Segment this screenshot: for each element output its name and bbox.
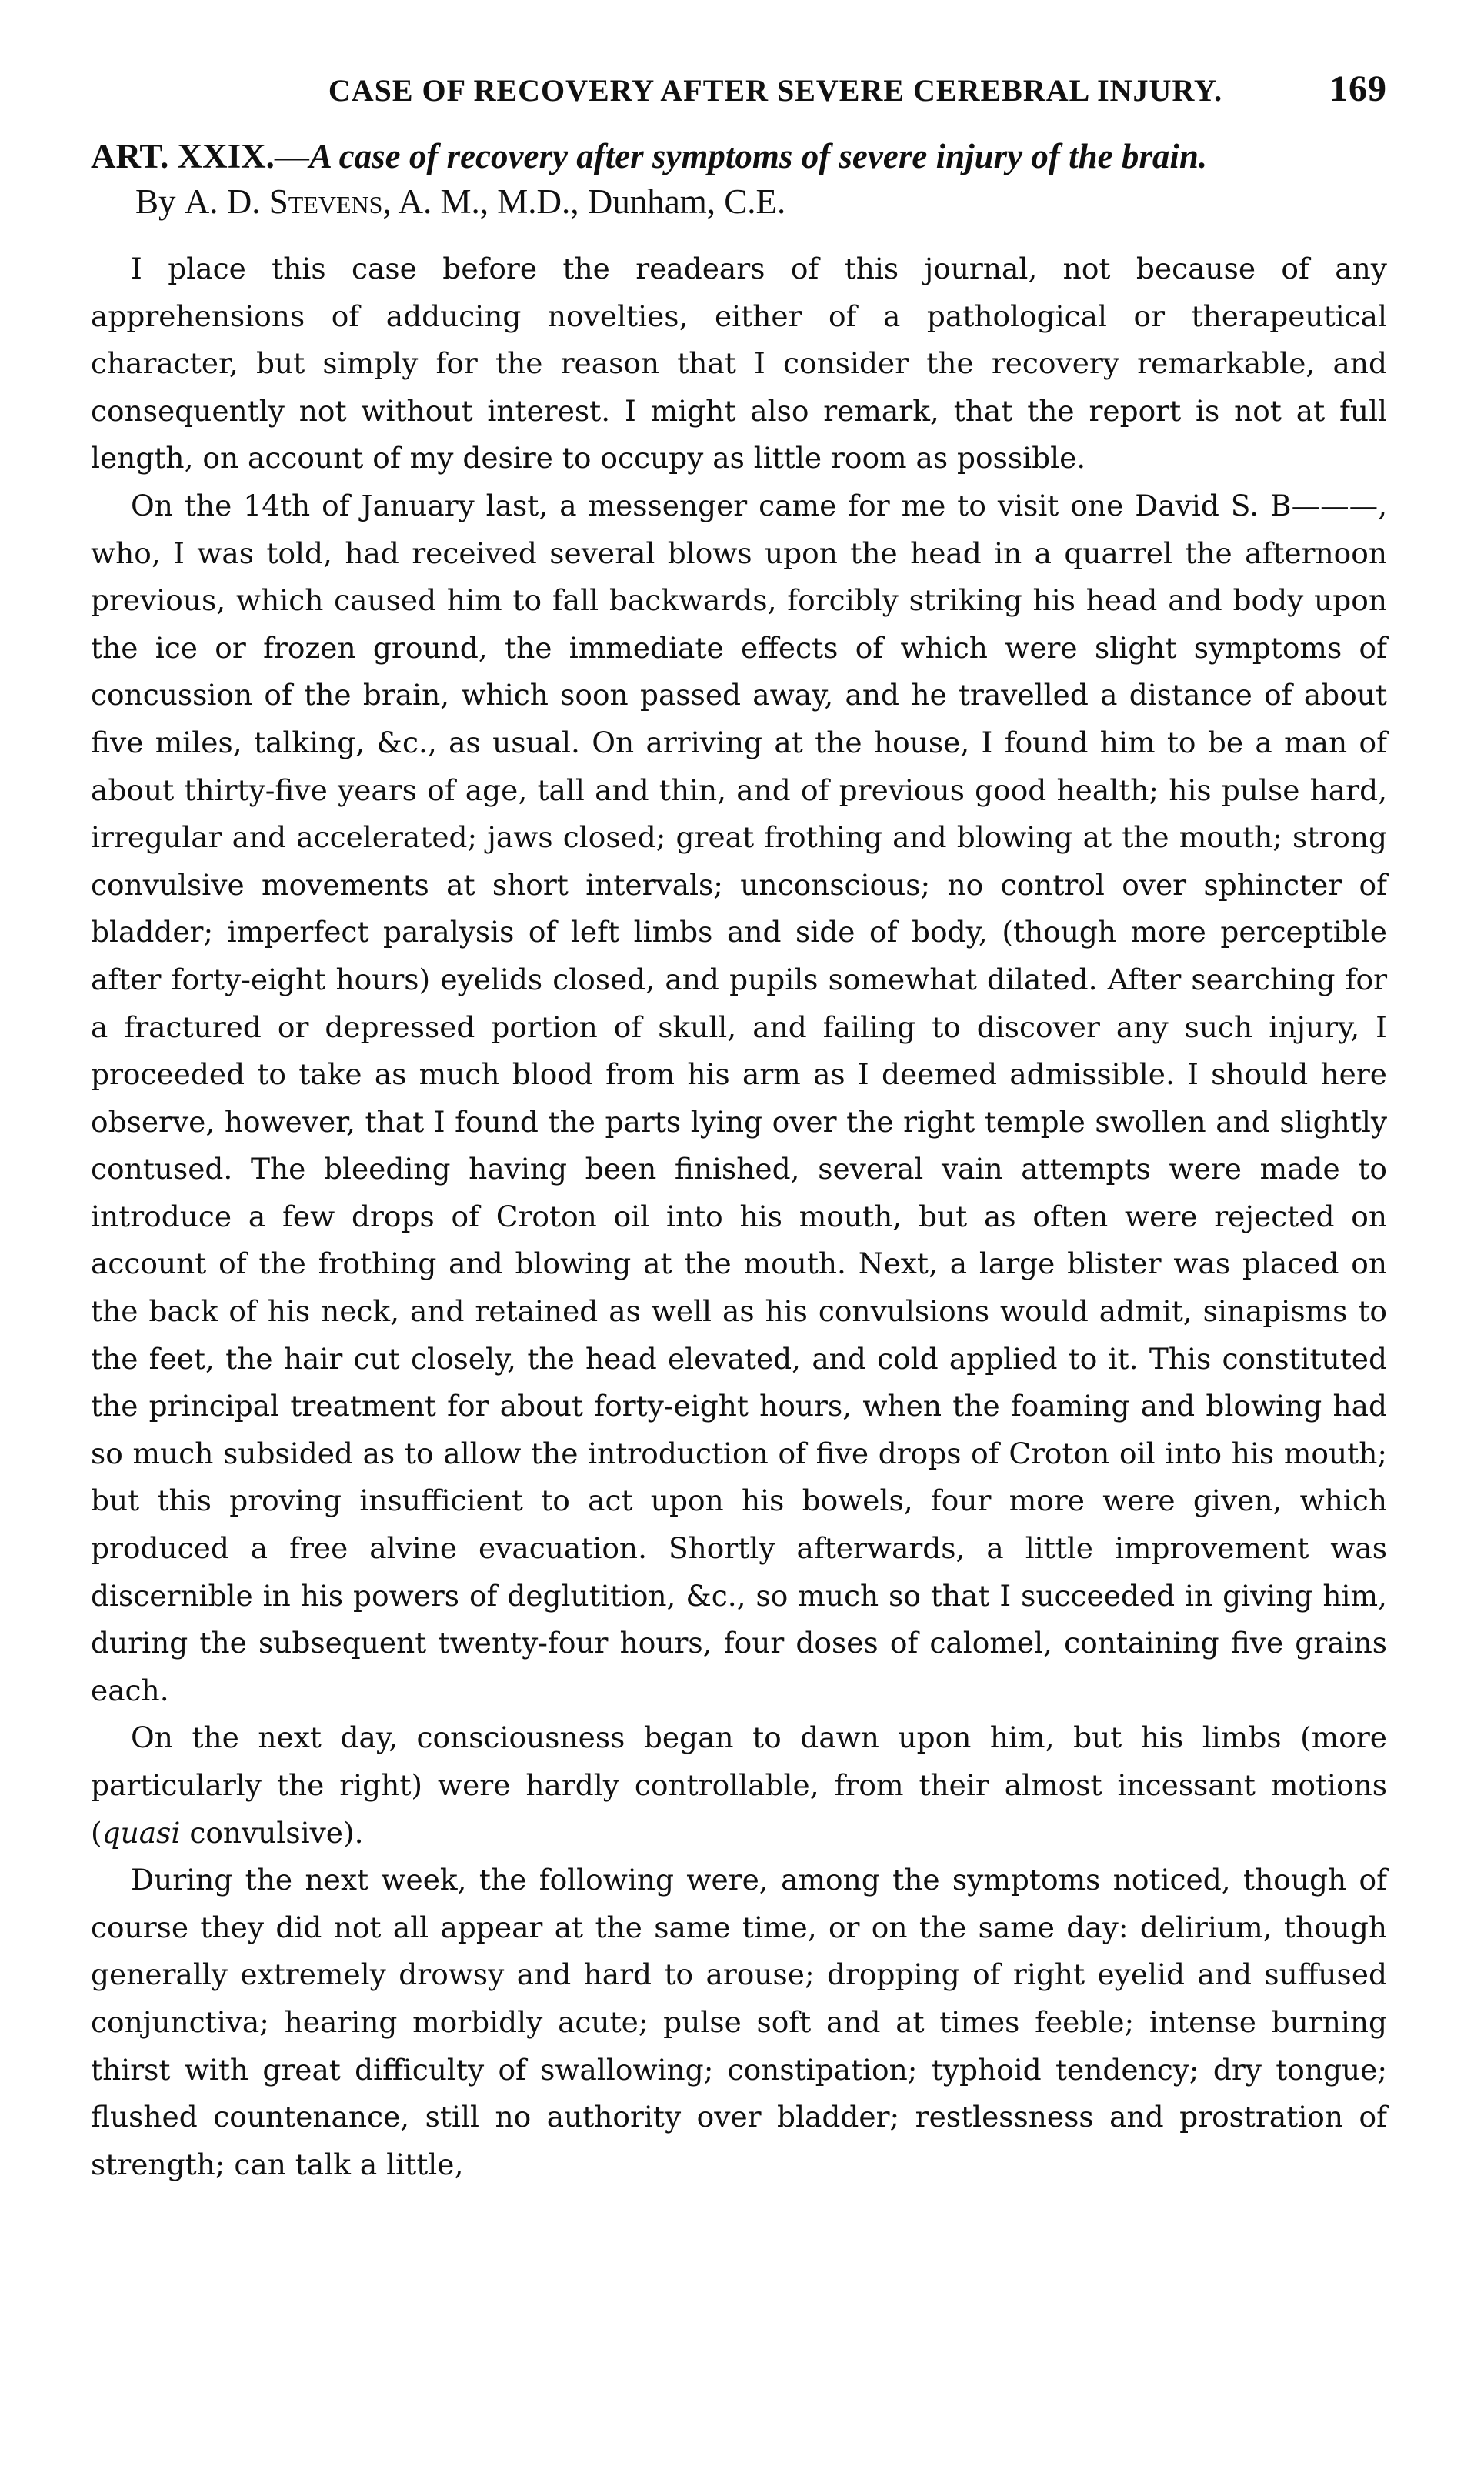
article-heading [91, 133, 1387, 179]
paragraph-3-end: convulsive). [180, 1815, 364, 1850]
paragraph-2: On the 14th of January last, a messenger came for me to visit one David S. B———, who, I was told, had received several blows upon the head in a quarrel the afternoon previous, which caused him to fall backwards, forcibly striking his head and body upon the ice or frozen ground, the immediate effects of which were slight symptoms of concussion of the brain, which soon passed away, and he travelled a distance of about five miles, talking, &c., as usual. On arriving at the house, I found him to be a man of about thirty-five years of age, tall and thin, and of previous good health; his pulse hard, irregular and accelerated; jaws closed; great frothing and blowing at the mouth; strong convulsive movements at short intervals; unconscious; no control over sphincter of bladder; imperfect paralysis of left limbs and side of body, (though more perceptible after forty-eight hours) eyelids closed, and pupils somewhat dilated. After searching for a fractured or depressed portion of skull, and failing to discover any such injury, I proceeded to take as much blood from his arm as I deemed admissible. I should here observe, however, that I found the parts lying over the right temple swollen and slightly contused. The bleeding having been finished, several vain attempts were made to introduce a few drops of Croton oil into his mouth, but as often were rejected on account of the frothing and blowing at the mouth. Next, a large blister was placed on the back of his neck, and retained as well as his convulsions would admit, sinapisms to the feet, the hair cut closely, the head elevated, and cold applied to it. This constituted the principal treatment for about forty-eight hours, when the foaming and blowing had so much subsided as to allow the introduction of five drops of Croton oil into his mouth; but this proving insufficient to act upon his bowels, four more were given, which produced a free alvine evacuation. Shortly afterwards, a little improvement was discernible in his powers of deglutition, &c., so much so that I succeeded in giving him, during the subsequent twenty-four hours, four doses of calomel, containing five grains each. [91, 488, 1387, 1707]
author-credentials: , A. M., M.D., Dunham, C.E. [382, 182, 786, 221]
paragraph-3 [91, 1714, 1387, 1857]
paragraph-4: During the next week, the following were, among the symptoms noticed, though of course they did not all appear at the same time, or on the same day: delirium, though generally extremely drowsy and hard to arouse; dropping of right eyelid and suffused conjunctiva; hearing morbidly acute; pulse soft and at times feeble; intense burning thirst with great difficulty of swallowing; constipation; typhoid tendency; dry tongue; flushed countenance, still no authority over bladder; restlessness and prostration of strength; can talk a little, [91, 1863, 1387, 2181]
document-page [91, 68, 1387, 2188]
heading-dash: — [274, 137, 309, 175]
article-title: A case of recovery after symptoms of severe injury of the brain. [308, 137, 1208, 175]
paragraph-1: I place this case before the readears of this journal, not because of any apprehensions of adducing novelties, either of a pathological or therapeutical character, but simply for the reason that I consider the recovery remarkable, and consequently not without interest. I might also remark, that the report is not at full length, on account of my desire to occupy as little room as possible. [91, 252, 1387, 476]
article-label: ART. XXIX. [91, 137, 275, 175]
byline [91, 179, 1387, 224]
author-name: A. D. Stevens [184, 182, 383, 221]
running-head [91, 68, 1387, 110]
paragraph-3-italic: quasi [102, 1815, 181, 1850]
article-body [91, 245, 1387, 2188]
byline-prefix: By [135, 182, 185, 221]
page-number: 169 [1329, 68, 1387, 109]
running-head-title: CASE OF RECOVERY AFTER SEVERE CEREBRAL INJURY. [328, 73, 1223, 108]
paragraph-3-start: On the next day, consciousness began to dawn upon him, but his limbs (more particularly the right) were hardly controllable, from their almost incessant motions ( [91, 1720, 1387, 1850]
